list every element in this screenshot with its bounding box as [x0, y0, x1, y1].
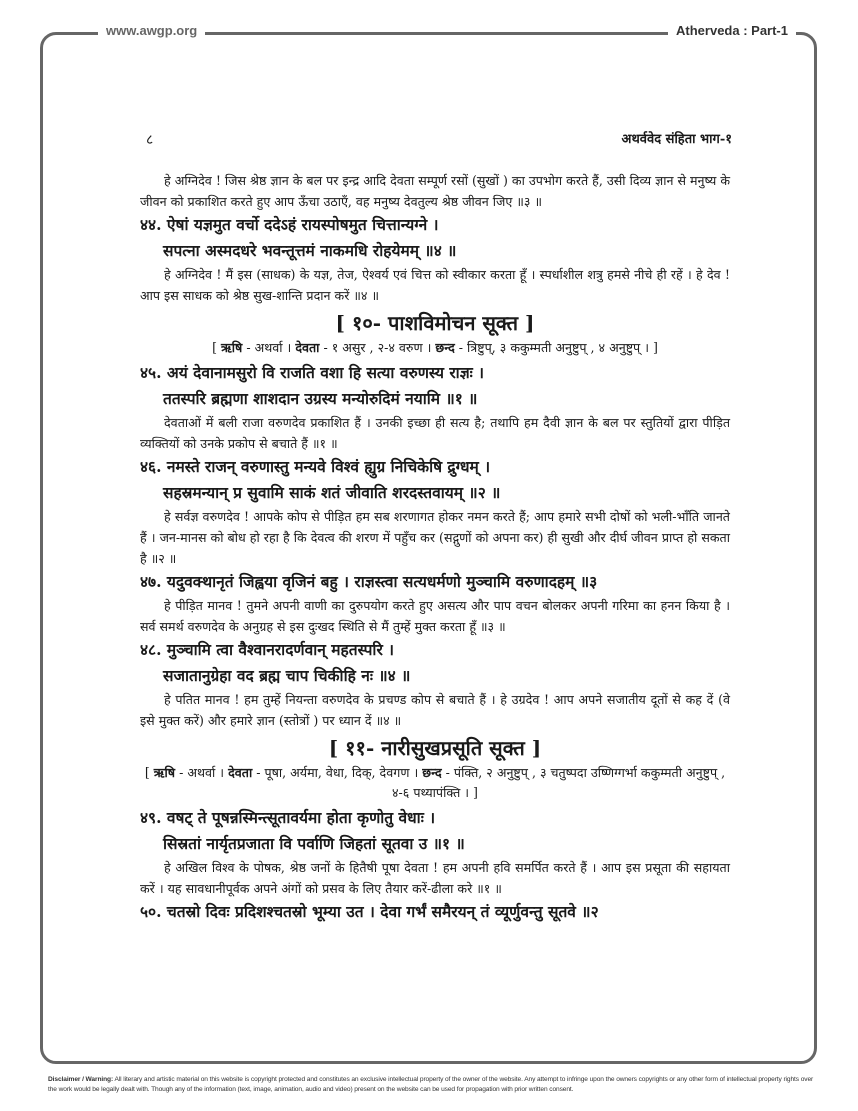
sukta-title: [ ११- नारीसुखप्रसूति सूक्त ]	[328, 736, 542, 760]
verse-line: ५०. चतस्रो दिवः प्रदिशश्चतस्रो भूम्या उत । देवा गर्भं समैरयन् तं व्यूर्णुवन्तु सूतवे ॥२	[140, 902, 599, 921]
sukta-meta: [ ऋषि - अथर्वा । देवता - पूषा, अर्यमा, वेधा, दिक्, देवगण । छन्द - पंक्ति, २ अनुष्टुप् , ३ चतुष्पदा उष्णिग्गर्भा ककुम्मती अनुष्टुप् , ४-६ पथ्यापंक्ति । ]	[144, 765, 726, 800]
verse-line: सजातानुग्रेहा वद ब्रह्म चाप चिकीहि नः ॥४ ॥	[163, 666, 411, 685]
rishi-label: ऋषि	[221, 340, 243, 355]
rishi-value: अथर्वा ।	[254, 340, 292, 355]
devata-value: १ असुर , २-४ वरुण ।	[331, 340, 432, 355]
commentary: हे सर्वज्ञ वरुणदेव ! आपके कोप से पीड़ित हम सब शरणागत होकर नमन करते हैं; आप हमारे सभी दोषों को भली-भाँति जानते हैं । जन-मानस को बोध हो रहा है कि देवत्व की शरण में पहुँच कर (सद्गुणों को अपना कर) ही सुखी और दीर्घ जीवन प्राप्त हो सकता है ॥२ ॥	[140, 509, 730, 566]
chhand-label: छन्द	[422, 765, 442, 780]
commentary: हे अग्निदेव ! जिस श्रेष्ठ ज्ञान के बल पर इन्द्र आदि देवता सम्पूर्ण रसों (सुखों ) का उपभोग करते हैं, उसी दिव्य ज्ञान से मनुष्य के जीवन को प्रकाशित करते हुए आप ऊँचा उठाएँ, वह मनुष्य देवतुल्य श्रेष्ठ जीवन जिए ॥३ ॥	[140, 173, 730, 209]
verse-line: ४८. मुञ्चामि त्वा वैश्वानरादर्णवान् महतस्परि ।	[140, 640, 395, 659]
verse-line: ततस्परि ब्रह्मणा शाशदान उग्रस्य मन्योरुदिमं नयामि ॥१ ॥	[163, 389, 478, 408]
devata-label: देवता	[228, 765, 253, 780]
devata-value: पूषा, अर्यमा, वेधा, दिक्, देवगण ।	[264, 765, 419, 780]
verse-line: ४६. नमस्ते राजन् वरुणास्तु मन्यवे विश्वं ह्युग्र निचिकेषि द्रुग्धम् ।	[140, 457, 491, 476]
chhand-value: पंक्ति, २ अनुष्टुप् , ३ चतुष्पदा उष्णिग्गर्भा ककुम्मती अनुष्टुप् , ४-६ पथ्यापंक्ति । ]	[392, 765, 726, 800]
chhand-value: त्रिष्टुप्, ३ ककुम्मती अनुष्टुप् , ४ अनुष्टुप् । ]	[467, 340, 658, 355]
page-number: ८	[146, 132, 154, 148]
verse-line: ४४. ऐषां यज्ञमुत वर्चो ददेऽहं रायस्पोषमुत चित्तान्यग्ने ।	[140, 215, 439, 234]
verse-line: सहस्रमन्यान् प्र सुवामि साकं शतं जीवाति शरदस्तवायम् ॥२ ॥	[163, 483, 501, 502]
verse-line: सिस्रतां नार्यृतप्रजाता वि पर्वाणि जिहतां सूतवा उ ॥१ ॥	[163, 834, 465, 853]
chhand-label: छन्द	[435, 340, 455, 355]
verse-line: ४९. वषट् ते पूषन्नस्मिन्त्सूतावर्यमा होता कृणोतु वेधाः ।	[140, 808, 436, 827]
commentary: देवताओं में बली राजा वरुणदेव प्रकाशित हैं । उनकी इच्छा ही सत्य है; तथापि हम दैवी ज्ञान के बल पर स्तुतियों द्वारा पीड़ित व्यक्तियों को उनके प्रकोप से बचाते हैं ॥१ ॥	[140, 415, 730, 451]
disclaimer-label: Disclaimer / Warning:	[48, 1076, 114, 1083]
commentary: हे अग्निदेव ! मैं इस (साधक) के यज्ञ, तेज, ऐश्वर्य एवं चित्त को स्वीकार करता हूँ । स्पर्धाशील शत्रु हमसे नीचे ही रहें । हे देव ! आप इस साधक को श्रेष्ठ सुख-शान्ति प्रदान करें ॥४ ॥	[140, 267, 730, 303]
verse-line: ४५. अयं देवानामसुरो वि राजति वशा हि सत्या वरुणस्य राज्ञः ।	[140, 363, 485, 382]
page-content	[140, 170, 730, 925]
disclaimer	[48, 1075, 818, 1095]
commentary: हे पीड़ित मानव ! तुमने अपनी वाणी का दुरुपयोग करते हुए असत्य और पाप वचन बोलकर अपनी गरिमा का हनन किया है । सर्व समर्थ वरुणदेव के अनुग्रह से इस दुःखद स्थिति से मैं तुम्हें मुक्त करता हूँ ॥३ ॥	[140, 598, 730, 634]
sukta-title: [ १०- पाशविमोचन सूक्त ]	[335, 311, 535, 335]
sukta-meta: [ ऋषि - अथर्वा । देवता - १ असुर , २-४ वरुण । छन्द - त्रिष्टुप्, ३ ककुम्मती अनुष्टुप् , ४ अनुष्टुप् । ]	[212, 340, 658, 355]
running-head: अथर्ववेद संहिता भाग-१	[621, 132, 732, 147]
commentary: हे पतित मानव ! हम तुम्हें नियन्ता वरुणदेव के प्रचण्ड कोप से बचाते हैं । हे उग्रदेव ! आप अपने सजातीय दूतों से कह दें (वे इसे मुक्त करें) और हमारे ज्ञान (स्तोत्रों ) पर ध्यान दें ॥४ ॥	[140, 692, 730, 728]
commentary: हे अखिल विश्व के पोषक, श्रेष्ठ जनों के हितैषी पूषा देवता ! हम अपनी हवि समर्पित करते हैं । आप इस प्रसूता की सहायता करें । यह सावधानीपूर्वक अपने अंगों को प्रसव के लिए तैयार करें-ढीला करे ॥१ ॥	[140, 860, 730, 896]
verse-line: ४७. यदुवक्थानृतं जिह्वया वृजिनं बहु । राज्ञस्त्वा सत्यधर्मणो मुञ्चामि वरुणादहम् ॥३	[140, 572, 598, 591]
disclaimer-text: All literary and artistic material on this website is copyright protected and constitutes an exclusive intellectual property of the owner of the website. Any attempt to infringe upon the owners copyrights or any other form of intellectual property rights over the work would be legally dealt with. Though any of the information (text, image, animation, audio and video) present on the website can be used for propagation with prior written consent.	[48, 1076, 814, 1093]
rishi-value: अथर्वा ।	[187, 765, 225, 780]
devata-label: देवता	[295, 340, 320, 355]
verse-line: सपत्ना अस्मदधरे भवन्तूत्तमं नाकमधि रोहयेमम् ॥४ ॥	[163, 241, 457, 260]
book-title: Atherveda : Part-1	[668, 22, 796, 40]
site-url: www.awgp.org	[98, 22, 205, 40]
rishi-label: ऋषि	[153, 765, 176, 780]
